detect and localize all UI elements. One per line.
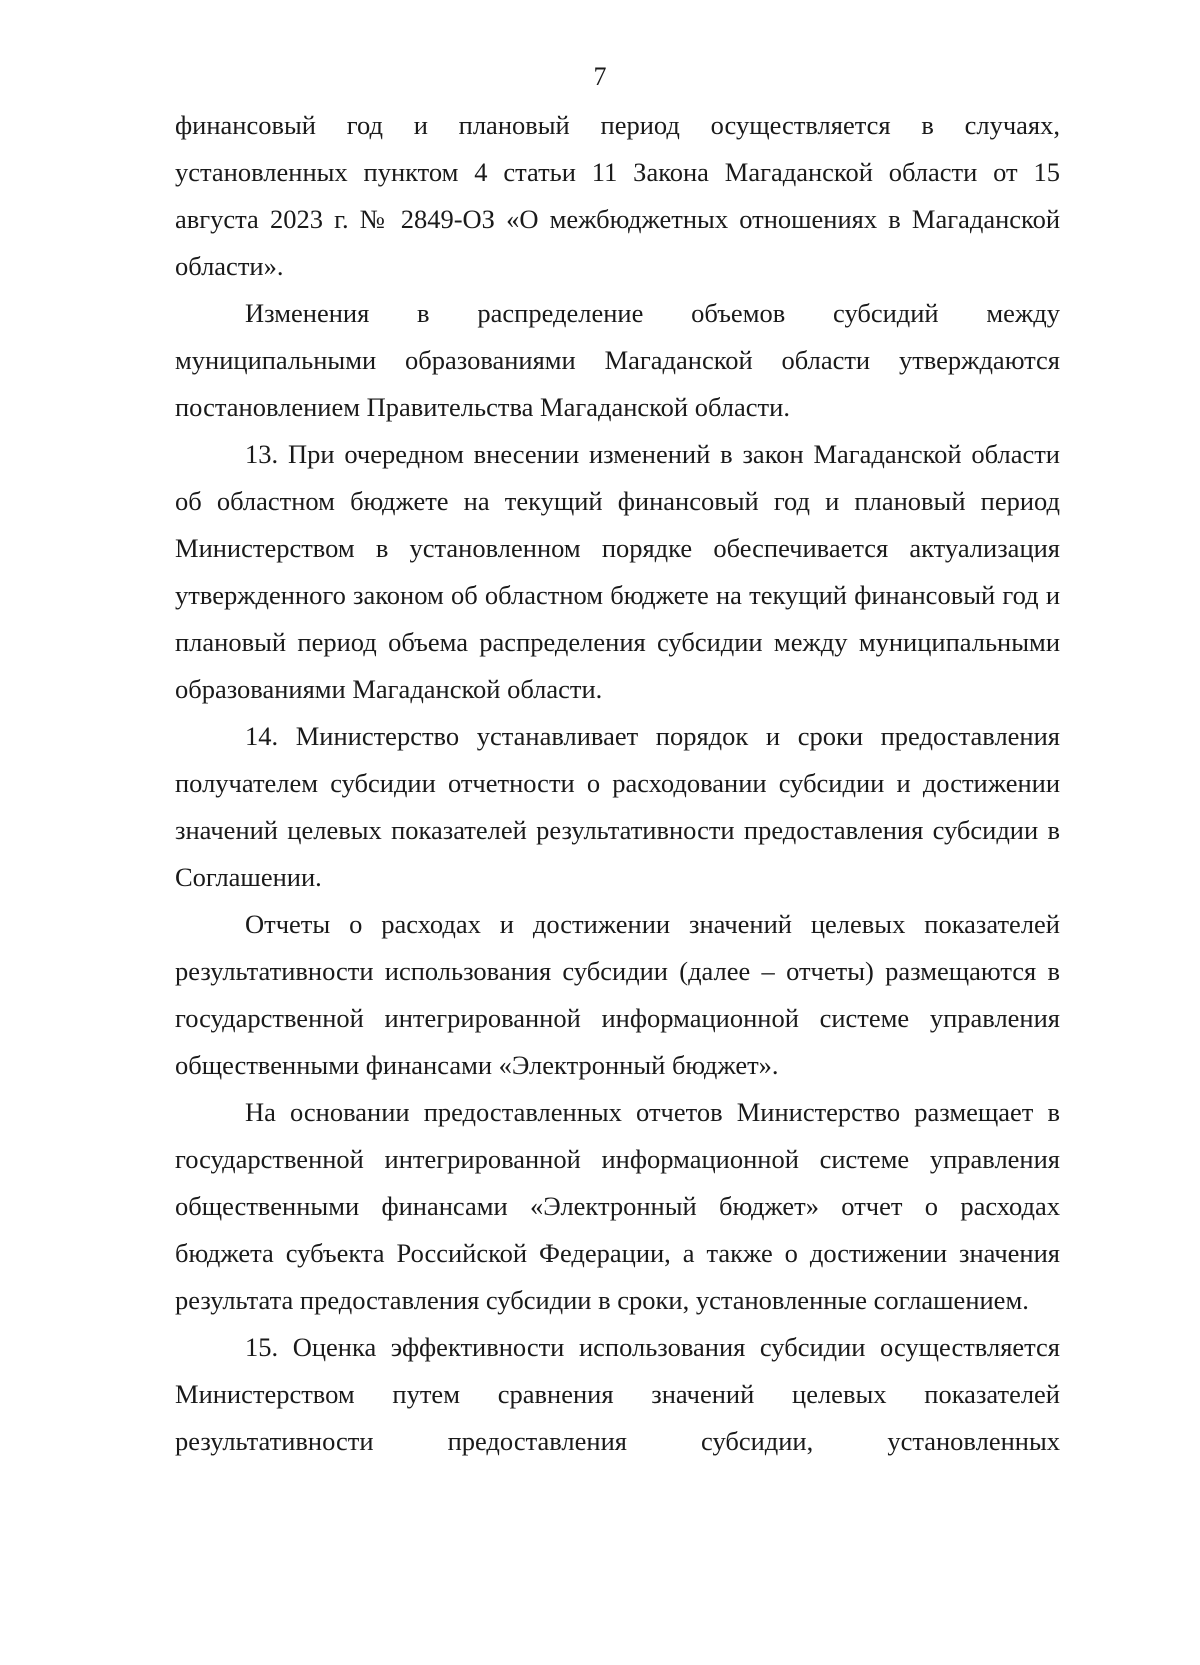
page-number: 7	[593, 62, 607, 91]
paragraph-item-14: 14. Министерство устанавливает порядок и сроки предоставления получателем субсидии отчетности о расходовании субсидии и достижении значений целевых показателей результативности предоставления субсидии в Соглашении.	[175, 721, 1060, 892]
paragraph-reports: Отчеты о расходах и достижении значений целевых показателей результативности использования субсидии (далее – отчеты) размещаются в государственной интегрированной информационной системе управления общественными финансами «Электронный бюджет».	[175, 909, 1060, 1080]
paragraph-continuation: финансовый год и плановый период осуществляется в случаях, установленных пунктом 4 статьи 11 Закона Магаданской области от 15 августа 2023 г. № 2849-ОЗ «О межбюджетных отношениях в Магаданской области».	[175, 110, 1060, 281]
paragraph-changes-distribution: Изменения в распределение объемов субсидий между муниципальными образованиями Магаданской области утверждаются постановлением Правительства Магаданской области.	[175, 298, 1060, 422]
document-body	[175, 102, 1060, 1465]
paragraph-reports-publication: На основании предоставленных отчетов Министерство размещает в государственной интегрированной информационной системе управления общественными финансами «Электронный бюджет» отчет о расходах бюджета субъекта Российской Федерации, а также о достижении значения результата предоставления субсидии в сроки, установленные соглашением.	[175, 1097, 1060, 1315]
paragraph-item-13: 13. При очередном внесении изменений в закон Магаданской области об областном бюджете на текущий финансовый год и плановый период Министерством в установленном порядке обеспечивается актуализация утвержденного законом об областном бюджете на текущий финансовый год и плановый период объема распределения субсидии между муниципальными образованиями Магаданской области.	[175, 439, 1060, 704]
paragraph-item-15: 15. Оценка эффективности использования субсидии осуществляется Министерством путем сравнения значений целевых показателей результативности предоставления субсидии, установленных	[175, 1332, 1060, 1456]
